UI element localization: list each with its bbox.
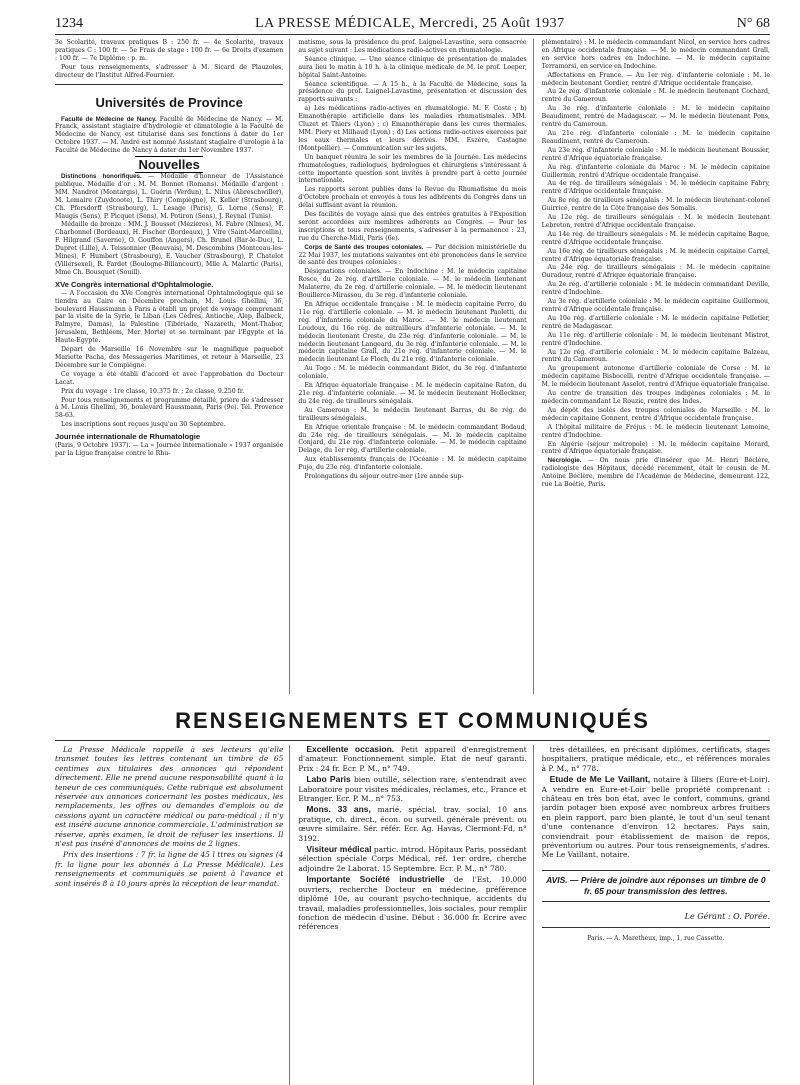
- divider: [55, 740, 770, 741]
- classifieds-column-3: [542, 745, 770, 1085]
- text-block: Séance scientifique. — A 15 h., à la Faculté de Médecine, sous la présidence du prof. Laignel-Lavastine, présentation et discussion des rapports suivants :: [298, 80, 527, 104]
- text-block: Au 8e rég. de tirailleurs sénégalais : M. le médecin lieutenant-colonel Guirrice, rentré de la Côte française des Somalis.: [541, 197, 770, 213]
- issue-number: N° 68: [736, 16, 770, 31]
- section-heading-nouvelles-wrap: [55, 157, 283, 173]
- classified-ad: [298, 875, 526, 931]
- text-block: Au 23e rég. d'infanterie coloniale : M. le médecin lieutenant Boussier, rentré d'Afrique équatoriale française.: [541, 146, 770, 162]
- ad-text: marié, spécial. trav. social, 10 ans pratique, ch. direct., écon. ou surveil. générale prévent. ou œuvre similaire. Sér. référ. Ecr. Ag. Havas, Clermont-Fd, n° 3192.: [298, 805, 527, 843]
- article-title: Journée internationale de Rhumatologie: [55, 432, 201, 442]
- text-block: Un banquet réunira le soir les membres de la Journée. Les médecins rhumatologues, radiologues, hydrologues et chirurgiens s'intéressant à cette importante question sont invités à prendre part à cette journée internationale.: [298, 153, 527, 185]
- avis-box: AVIS. — Prière de joindre aux réponses un timbre de 0 fr. 65 pour transmission des lettres.: [542, 870, 770, 902]
- text-block: En Algérie (séjour métropole) : M. le médecin capitaine Morard, rentré d'Afrique équatoriale française.: [541, 440, 770, 456]
- text-block: — On nous prie d'insérer que M. Henri Béclère, radiologiste des Hôpitaux, décédé récemment, était le cousin de M. Antoine Béclère, membre de l'Académie de Médecine, demeurant 122, rue La Boétie, Paris.: [541, 457, 770, 489]
- ad-head: Etude de Me Le Vaillant,: [549, 774, 651, 785]
- page-number: 1234: [55, 16, 83, 31]
- article-title: Corps de Santé des troupes coloniales.: [304, 243, 424, 251]
- text-block: Départ de Marseille 16 Novembre sur le magnifique paquebot Mariette Pacha, des Messageries Maritimes, et retour à Marseille, 23 Décembre sur le Compiègne.: [55, 346, 284, 369]
- text-block: Au 4e rég. de tirailleurs sénégalais : M. le médecin capitaine Fabry, rentré d'Afrique occidentale française.: [541, 180, 770, 196]
- text-block: a) Les médications radio-actives en rhumatologie. M. F. Coste ; b) Emanothérapie artificielle dans les maladies rhumatismales. MM. Cluzet et Thiers (Lyon) ; c) Emanothérapie dans les cures thermales. MM. Piery et Milhaud (Lyon) ; d) Les actions radio-actives exercées par les eaux thermales et leurs dérivés. MM. Eszère, Castagne (Montpellier). — Communication sur les sujets.: [298, 105, 527, 152]
- text-block: Les inscriptions sont reçues jusqu'au 30 Septembre.: [61, 421, 226, 429]
- text-block: Au rég. d'infanterie coloniale du Maroc : M. le médecin capitaine Guillermin, rentré d'Afrique occidentale française.: [541, 163, 770, 179]
- notice-text: La Presse Médicale rappelle à ses lecteurs qu'elle transmet toutes les lettres contenant un timbre de 65 centimes aux titulaires des annonces qui répondent directement. Elle ne prend aucune responsabilité quant à la teneur de ces communiqués. Cette rubrique est absolument réservée aux annonces concernant les postes médicaux, les remplacements, les offres ou demandes d'emplois ou de cessions ayant un caractère médical ou para-médical ; il n'y est inséré aucune annonce commerciale. L'administration se réserve, après examen, le droit de refuser les insertions. Il n'est pas inséré d'annonces de moins de 2 lignes.: [55, 745, 284, 849]
- text-block: 3e Scolarité, travaux pratiques B : 250 fr. — 4e Scolarité, travaux pratiques C : 100 fr. — 5e Frais de stage : 100 fr. — 6e Droits d'examen : 100 fr. — 7e Diplôme : p. m.: [55, 39, 284, 62]
- text-block: Au 14e rég. de tirailleurs sénégalais : M. le médecin capitaine Baque, rentré d'Afrique occidentale française.: [541, 230, 770, 246]
- text-block: Prix du voyage : 1re classe, 10.375 fr. ; 2e classe, 9.250 fr.: [61, 387, 245, 395]
- text-block: Des facilités de voyage ainsi que des entrées gratuites à l'Exposition seront accordées aux membres adhérents au Congrès. — Pour les inscriptions et tous renseignements, s'adresser à la permanence : 23, rue du Cherche-Midi, Paris (6e).: [298, 211, 527, 242]
- printer-line: Paris. — A. Maretheux, imp., 1, rue Cassette.: [587, 935, 725, 943]
- ad-head: Visiteur médical: [306, 844, 372, 855]
- column-2: [298, 39, 533, 694]
- text-block: — Par décision ministérielle du 22 Mai 1937, les mutations suivantes ont été prononcées dans le service de santé des troupes coloniales :: [298, 243, 527, 267]
- page-header: [55, 16, 770, 35]
- text-block: En Afrique orientale française : M. le médecin commandant Bodaud, du 24e rég. de tirailleurs sénégalais. — M. le médecin capitaine Conjard, du 21e rég. d'infanterie coloniale. — M. le médecin capitaine Delage, du 1er rég. d'artillerie coloniale.: [298, 423, 527, 455]
- ad-text: partic. introd. Hôpitaux Paris, possédant sélection spéciale Corps Médical, réf. 1er ordre, cherche adjoindre 2e Laborat. 15 Septembre. Ecr. P. M., n° 780.: [298, 845, 527, 873]
- text-block: Faculté de Médecine de Nancy. — M. Franck, assistant stagiaire d'hydrologie et climatologie à la Faculté de Médecine de Nancy, est titularisé dans ses fonctions à dater du 1er Octobre 1937. — M. André est nommé Assistant stagiaire d'urologie à la Faculté de Médecine de Nancy à dater du 1er Novembre 1937.: [55, 115, 284, 155]
- column-3: [542, 39, 770, 694]
- text-block: Ce voyage a été établi d'accord et avec l'approbation du Docteur Lacat.: [55, 370, 284, 386]
- classified-ad: [298, 845, 526, 873]
- article-lead: Faculté de Médecine de Nancy.: [61, 115, 157, 123]
- classifieds-notice: [55, 745, 290, 1085]
- section-heading-nouvelles: Nouvelles: [135, 156, 202, 173]
- notice-prices: Prix des insertions : 7 fr. la ligne de 45 l ttres ou signes (4 fr. la ligne pour les abonnés à La Presse Médicale). Les renseignements et communiqués se paient à l'avance et sont insérés 8 à 10 jours après la réception de leur mandat.: [55, 850, 284, 888]
- text-block: Affectations en France. — Au 1er rég. d'infanterie coloniale : M. le médecin lieutenant Gordier, rentré d'Afrique occidentale française.: [541, 71, 770, 87]
- article-title: XVe Congrès international d'Ophtalmologie.: [55, 279, 214, 289]
- text-block: matisme, sous la présidence du prof. Laignel-Lavastine, sera consacrée au sujet suivant : Les médications radio-actives en rhumatologie.: [298, 39, 527, 54]
- text-block: Au 10e rég. d'artillerie coloniale : M. le médecin capitaine Pelletier, rentré de Madagascar.: [541, 314, 770, 330]
- ad-head: Importante Société industrielle: [306, 874, 445, 885]
- classified-ad: [298, 805, 526, 843]
- article-title: Distinctions honorifiques.: [61, 172, 142, 180]
- article-title: Nécrologie.: [547, 457, 582, 465]
- text-block: (Paris, 9 Octobre 1937). — La « Journée internationale » 1937 organisée par la Ligue française contre le Rhu-: [55, 442, 284, 458]
- section-title-renseignements: RENSEIGNEMENTS ET COMMUNIQUÉS: [175, 708, 650, 733]
- text-block: plémentaire) : M. le médecin commandant Nicol, en service hors cadres en Afrique occidentale française. — M. le médecin commandant Grall, en service hors cadres en Indochine. — M. le médecin capitaine Terramorsi, en service en Indochine.: [541, 39, 770, 70]
- text-block: Au 16e rég. de tirailleurs sénégalais : M. le médecin capitaine Carrel, rentré d'Afrique équatoriale française.: [541, 247, 770, 263]
- gerant: Le Gérant : O. Porée.: [542, 912, 770, 928]
- ad-text: de l'Est, 10.000 ouvriers, recherche Docteur en médecine, préférence diplômé 10e, au courant psycho-technique, accidents du travail, maladies professionnelles, lois sociales, pour remplir fonction de médecin d'usine. Début : 36.000 fr. Ecrire avec références: [298, 875, 527, 932]
- text-block: — A l'occasion du XVe Congrès international Ophtalmologique qui se tiendra au Caire en Décembre prochain, M. Louis Ghellini, 36, boulevard Haussmann à Paris a établi un projet de voyage comprenant par la visite de la Syrie, le Liban (Les Cèdres, Antioche, Alep, Balbeck, Palmyre, Damas), la Palestine (Tibériade, Nazareth, Mont-Thabor, Jérusalem, Bethléem, Mer Morte) et se terminant par l'Egypte et la Haute-Egypte.: [55, 289, 284, 345]
- text-block: Au dépôt des isolés des troupes coloniales de Marseille : M. le médecin capitaine Gonnent, rentré d'Afrique occidentale française.: [541, 406, 770, 422]
- ad-head: Mons. 33 ans,: [306, 804, 371, 815]
- ad-head: Labo Paris: [306, 774, 351, 785]
- ad-text: bien outillé, sélection rare, s'entendrait avec Laboratoire pour visites médicales, réclames, etc., France et Etranger. Ecr. P. M., n° 753.: [298, 775, 527, 804]
- text-block: Pour tous renseignements, s'adresser à M. Sicard de Plauzoles, directeur de l'Institut Alfred-Fournier.: [55, 63, 284, 79]
- text-block: Au Togo : M. le médecin commandant Bidot, du 3e rég. d'infanterie coloniale.: [298, 365, 527, 381]
- text-block: Au 2e rég. d'infanterie coloniale : M. le médecin lieutenant Cochard, rentré du Cameroun.: [541, 88, 770, 104]
- text-block: Au 2e rég. d'artillerie coloniale : M. le médecin commandant Deville, rentré d'Indochine.: [541, 281, 770, 297]
- text-block: Au 11e rég. d'artillerie coloniale : M. le médecin lieutenant Mistrot, rentré d'Indochine.: [541, 331, 770, 347]
- text-block: Au Cameroun : M. le médecin lieutenant Barras, du 8e rég. de tirailleurs sénégalais.: [298, 406, 527, 422]
- text-block: Les rapports seront publiés dans la Revue du Rhumatisme du mois d'Octobre prochain et envoyés à tous les adhérents du Congrès dans un délai suffisant avant la réunion.: [298, 186, 527, 210]
- ad-text: très détaillées, en précisant diplômes, certificats, stages hospitaliers, pratique médicale, etc., et références morales à P. M., n° 778.: [541, 745, 770, 773]
- text-block: Médaille de bronze : MM. J. Bousset (Mézières), M. Fabre (Nîmes), M. Charbonnel (Bordeaux), H. Fischer (Bordeaux), J. Vire (Saint-Marcellin), F. Hilgrand (Saverne), O. Gouffon (Angers), Ch. Brunel (Bar-le-Duc), L. Dupret (Lille), A. Teissonnier (Beauvais), M. Descombins (Montceau-les-Mines), F. Humbert (Strasbourg), E. Vaucher (Strasbourg), P. Chatelot (Villersexel), R. Fardet (Boulogne-Billancourt), Mlle A. Malartic (Paris), Mme Ch. Bousquet (Souill).: [55, 221, 284, 276]
- ad-text: Petit appareil d'enregistrement d'amateur. Fonctionnement simple. Etat de neuf garanti. Prix : 24 fr. Ecr. P. M., n° 749.: [298, 745, 527, 773]
- journal-title: LA PRESSE MÉDICALE, Mercredi, 25 Août 1937: [255, 16, 565, 31]
- classifieds-column-2: [298, 745, 533, 1085]
- text-block: — Médaille d'honneur de l'Assistance publique. Médaille d'or : M. M. Bonnet (Romans). Médaille d'argent : MM. Nandrot (Montargis), L. Guérin (Verdun), L. Nilus (Abreschwiller), M. Lemaire (Zuydcoote), L. Thiry (Compiègne), R. Keller (Strasbourg), Ch. Pfersdorff (Strasbourg), L. Lesage (Paris), G. Lorne (Sens), P. Maugis (Sens), P. Picquet (Sens), M. Potiron (Sens), J. Reynal (Tunis).: [55, 172, 284, 220]
- classified-ad: [298, 775, 526, 803]
- text-block: Au centre de transition des troupes indigènes coloniales : M. le médecin commandant Le Rouzic, rentré des Indes.: [541, 390, 770, 405]
- classifieds: [55, 745, 770, 1085]
- text-block: Au 3e rég. d'infanterie coloniale : M. le médecin capitaine Beaudiment, rentré de Madagascar. — M. le médecin lieutenant Pons, rentré du Cameroun.: [541, 105, 770, 129]
- classified-ad: [298, 745, 526, 773]
- text-block: Au 12e rég. de tirailleurs sénégalais : M. le médecin lieutenant Lebreton, rentré d'Afrique occidentale française.: [541, 214, 770, 229]
- text-block: En Afrique équatoriale française : M. le médecin capitaine Raton, du 21e rég. d'infanterie coloniale. — M. le médecin lieutenant Holleckner, du 24e rég. de tirailleurs sénégalais.: [298, 382, 527, 405]
- text-block: Pour tous renseignements et programme détaillé, prière de s'adresser à M. Louis Ghellini, 36, boulevard Haussmann, Paris (9e). Tél. Provence 58-63.: [55, 396, 284, 420]
- news-columns: [55, 39, 770, 694]
- text-block: Séance clinique. — Une séance clinique de présentation de malades aura lieu le matin à 10 h. à la clinique médicale de M. le prof. Loeper, hôpital Saint-Antoine.: [298, 55, 527, 79]
- ad-text: notaire à Illiers (Eure-et-Loir). A vendre en Eure-et-Loir belle propriété comprenant : château en très bon état, avec le confort, communs, grand jardin potager bien exposé avec nombreux arbres fruitiers en plein rapport, parc bien planté, le tout d'un seul tenant d'une contenance d'environ 12 hectares. Pays sain, conviendrait pour établissement de maison de repos, préventorium ou autres. Pour tous renseignements, s'adres. Me Le Vaillant, notaire.: [541, 775, 770, 860]
- text-block: A l'hôpital militaire de Fréjus : M. le médecin lieutenant Lemoine, rentré d'Indochine.: [541, 423, 770, 439]
- text-block: Au groupement autonome d'artillerie coloniale de Corse : M. le médecin capitaine Bisbocelli, rentré d'Afrique occidentale française. — M. le médecin lieutenant Asselot, rentré d'Afrique équatoriale française.: [541, 365, 770, 389]
- column-1: [55, 39, 290, 694]
- ad-head: Excellente occasion.: [306, 745, 395, 754]
- text-block: Aux établissements français de l'Océanie : M. le médecin capitaine Pujo, du 23e rég. d'infanterie coloniale.: [298, 456, 527, 472]
- section-heading-province: Universités de Province: [95, 94, 243, 110]
- text-block: Au 21e rég. d'infanterie coloniale : M. le médecin capitaine Reaudiment, rentré du Cameroun.: [541, 129, 770, 145]
- text-block: Au 12e rég. d'artillerie coloniale : M. le médecin capitaine Balzeau, rentré du Cameroun.: [541, 348, 770, 364]
- text-block: Au 24e rég. de tirailleurs sénégalais : M. le médecin capitaine Ouradour, rentré d'Afrique équatoriale française.: [541, 264, 770, 280]
- text-block: En Afrique occidentale française : M. le médecin capitaine Perro, du 11e rég. d'artillerie coloniale. — M. le médecin lieutenant Paoletti, du rég. d'infanterie coloniale du Maroc. — M. le médecin lieutenant Loudoux, du 16e rég. de mitrailleurs d'infanterie coloniale. — M. le médecin lieutenant Creste, du 23e rég. d'infanterie coloniale. — M. le médecin lieutenant Langeard, du 3e rég. d'infanterie coloniale. — M. le médecin capitaine Grall, du 21e rég. d'infanterie coloniale. — M. le médecin lieutenant Le Floch, du 21e rég. d'infanterie coloniale.: [298, 301, 527, 364]
- text-block: Désignations coloniales. — En Indochine : M. le médecin capitaine Rosce, du 2e rég. d'artillerie coloniale. — M. le médecin lieutenant Malaterre, du 2e rég. d'artillerie coloniale. — M. le médecin lieutenant Bouillerce-Mirassou, du 3e rég. d'infanterie coloniale.: [298, 268, 527, 300]
- text-block: Prolongations du séjour outre-mer (1re année sup-: [304, 473, 464, 481]
- divider: [55, 84, 283, 85]
- text-block: Au 3e rég. d'artillerie coloniale : M. le médecin capitaine Guillermou, rentré d'Afrique occidentale française.: [541, 298, 770, 313]
